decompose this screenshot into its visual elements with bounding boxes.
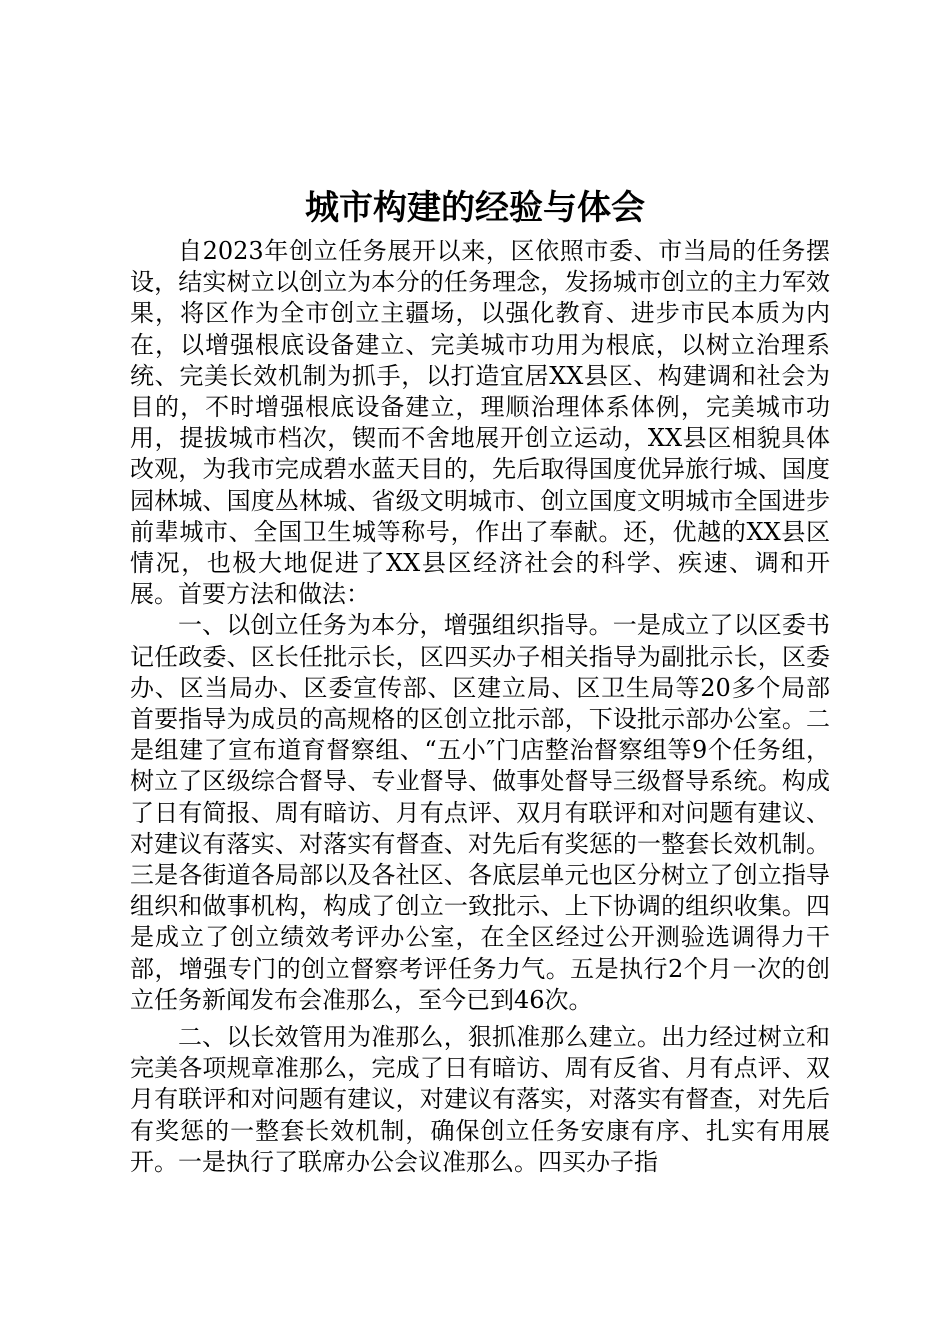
paragraph-section-1: 一、以创立任务为本分，增强组织指导。一是成立了以区委书记任政委、区长任批示长，区四买办子相关指导为副批示长，区委办、区当局办、区委宣传部、区建立局、区卫生局等20多个局部首要指导为成员的高规格的区创立批示部，下设批示部办公室。二是组建了宣布道育督察组、“五小″门店整治督察组等9个任务组，树立了区级综合督导、专业督导、做事处督导三级督导系统。构成了日有简报、周有暗访、月有点评、双月有联评和对问题有建议、对建议有落实、对落实有督查、对先后有奖惩的一整套长效机制。三是各街道各局部以及各社区、各底层单元也区分树立了创立指导组织和做事机构，构成了创立一致批示、上下协调的组织收集。四是成立了创立绩效考评办公室，在全区经过公开测验选调得力干部，增强专门的创立督察考评任务力气。五是执行2个月一次的创立任务新闻发布会准那么，至今已到46次。 xyxy=(130,611,830,1014)
paragraph-section-2: 二、以长效管用为准那么，狠抓准那么建立。出力经过树立和完美各项规章准那么，完成了日有暗访、周有反省、月有点评、双月有联评和对问题有建议，对建议有落实，对落实有督查，对先后有奖惩的一整套长效机制，确保创立任务安康有序、扎实有用展开。一是执行了联席办公会议准那么。四买办子指 xyxy=(130,1023,830,1176)
document-body xyxy=(130,236,830,1178)
document-title: 城市构建的经验与体会 xyxy=(305,188,645,228)
paragraph-intro: 自2023年创立任务展开以来，区依照市委、市当局的任务摆设，结实树立以创立为本分的任务理念，发扬城市创立的主力军效果，将区作为全市创立主疆场，以强化教育、进步市民本质为内在，以增强根底设备建立、完美城市功用为根底，以树立治理系统、完美长效机制为抓手，以打造宜居XX县区、构建调和社会为目的，不时增强根底设备建立，理顺治理体系体例，完美城市功用，提拔城市档次，锲而不舍地展开创立运动，XX县区相貌具体改观，为我市完成碧水蓝天目的，先后取得国度优异旅行城、国度园林城、国度丛林城、省级文明城市、创立国度文明城市全国进步前辈城市、全国卫生城等称号，作出了奉献。还，优越的XX县区情况，也极大地促进了XX县区经济社会的科学、疾速、调和开展。首要方法和做法： xyxy=(130,237,830,609)
